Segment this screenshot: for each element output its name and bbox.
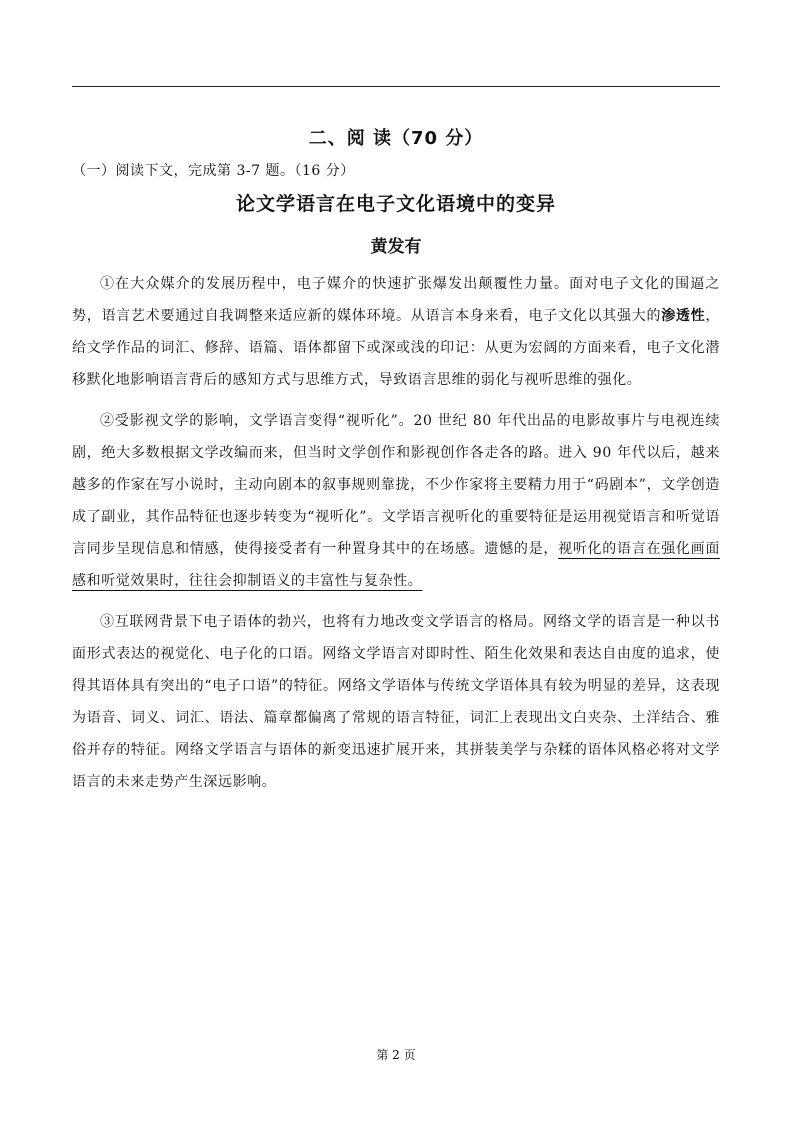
question-instruction: （一）阅读下文，完成第 3-7 题。（16 分） <box>72 163 355 179</box>
article-author: 黄发有 <box>370 237 422 257</box>
paragraph-1 <box>72 268 720 396</box>
paragraph-3-text: ③互联网背景下电子语体的勃兴，也将有力地改变文学语言的格局。网络文学的语言是一种以书面形式表达的视觉化、电子化的口语。网络文学语言对即时性、陌生化效果和表达自由度的追求，使得其语体具有突出的“电子口语”的特征。网络文学语体与传统文学语体具有较为明显的差异，这表现为语音、词义、词汇、语法、篇章都偏离了常规的语言特征，词汇上表现出文白夹杂、土洋结合、雅俗并存的特征。网络文学语言与语体的新变迅速扩展开来，其拼装美学与杂糅的语体风格必将对文学语言的未来走势产生深远影响。 <box>72 614 720 790</box>
underlined-sentence: 视听化的语言在强化画面感和听觉效果时，往往会抑制语义的丰富性与复杂性。 <box>72 541 720 589</box>
paragraph-2 <box>72 405 720 597</box>
page-number: 第 2 页 <box>376 1048 416 1062</box>
paragraph-1-text-after: ，给文学作品的词汇、修辞、语篇、语体都留下或深或浅的印记：从更为宏阔的方面来看，电子文化潜移默化地影响语言背后的感知方式与思维方式，导致语言思维的弱化与视听思维的强化。 <box>72 308 720 388</box>
header-divider <box>72 86 720 87</box>
section-heading: 二、阅 读（70 分） <box>308 128 484 149</box>
article-title: 论文学语言在电子文化语境中的变异 <box>235 193 556 215</box>
emphasized-term: 渗透性 <box>661 308 706 324</box>
article-body <box>72 268 720 807</box>
paragraph-3 <box>72 606 720 798</box>
paragraph-1-text-before: ①在大众媒介的发展历程中，电子媒介的快速扩张爆发出颠覆性力量。面对电子文化的围逼之势，语言艺术要通过自我调整来适应新的媒体环境。从语言本身来看，电子文化以其强大的 <box>72 276 720 324</box>
paragraph-2-text: ②受影视文学的影响，文学语言变得“视听化”。20 世纪 80 年代出品的电影故事片与电视连续剧，绝大多数根据文学改编而来，但当时文学创作和影视创作各走各的路。进入 90 年代以后，越来越多的作家在写小说时，主动向剧本的叙事规则靠拢，不少作家将主要精力用于“码剧本”，文学创造成了副业，其作品特征也逐步转变为“视听化”。文学语言视听化的重要特征是运用视觉语言和听觉语言同步呈现信息和情感，使得接受者有一种置身其中的在场感。遗憾的是， <box>72 413 720 557</box>
